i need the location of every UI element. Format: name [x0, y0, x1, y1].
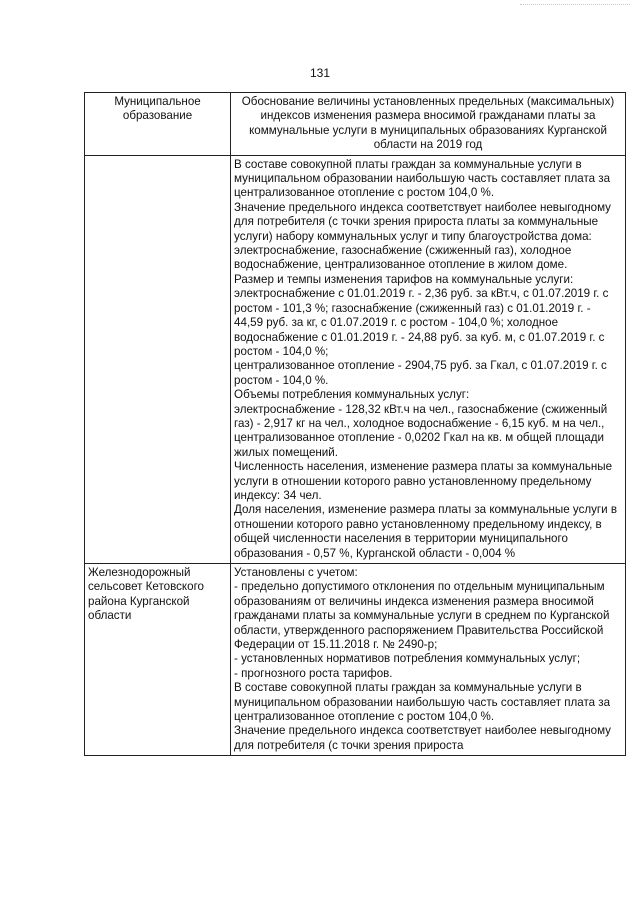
page-number: 131 — [309, 66, 331, 80]
justification-cell — [231, 155, 626, 563]
municipality-cell: Железнодорожный сельсовет Кетовского района Курганской области — [85, 564, 231, 756]
header-justification: Обоснование величины установленных предельных (максимальных) индексов изменения размера вносимой гражданами платы за коммунальные услуги в муниципальных образованиях Курганской области на 2019 год — [231, 93, 626, 156]
paragraph: - прогнозного роста тарифов. — [234, 666, 393, 680]
paragraph: Значение предельного индекса соответствует наиболее невыгодному для потребителя (с точки зрения прироста платы за коммунальные услуги) набору коммунальных услуг и типу благоустройства дома: — [234, 200, 611, 243]
header-municipality: Муниципальное образование — [85, 93, 231, 156]
paragraph: В составе совокупной платы граждан за коммунальные услуги в муниципальном образовании наибольшую часть составляет плата за централизованное отопление с ростом 104,0 %. — [234, 681, 611, 724]
municipality-cell — [85, 155, 231, 563]
paragraph: Доля населения, изменение размера платы за коммунальные услуги в отношении которого равно установленному предельному индексу, в общей численности населения в территории муниципального образования - 0,57 %, Курганской области - 0,004 % — [234, 503, 618, 560]
table-row — [85, 564, 626, 756]
paragraph: Размер и темпы изменения тарифов на коммунальные услуги: — [234, 272, 574, 286]
paragraph: централизованное отопление - 2904,75 руб. за Гкал, с 01.07.2019 г. с ростом - 104,0 %. — [234, 359, 607, 387]
paragraph: Численность населения, изменение размера платы за коммунальные услуги в отношении которого равно установленному предельному индексу: 34 чел. — [234, 460, 613, 502]
scan-artifact — [520, 4, 630, 13]
paragraph: электроснабжение - 128,32 кВт.ч на чел., газоснабжение (сжиженный газ) - 2,917 кг на чел., холодное водоснабжение - 6,15 куб. м на чел., централизованное отопление - 0,0202 Гкал на кв. м общей площади жилых помещений. — [234, 402, 608, 459]
paragraph: Значение предельного индекса соответствует наиболее невыгодному для потребителя (с точки зрения прироста — [234, 724, 611, 752]
paragraph: Объемы потребления коммунальных услуг: — [234, 388, 470, 402]
table-header-row — [85, 93, 626, 156]
tariff-index-table — [84, 92, 626, 756]
justification-cell — [231, 564, 626, 756]
paragraph: В составе совокупной платы граждан за коммунальные услуги в муниципальном образовании наибольшую часть составляет плата за централизованное отопление с ростом 104,0 %. — [234, 157, 611, 200]
paragraph: электроснабжение, газоснабжение (сжиженный газ), холодное водоснабжение, централизованное отопление в жилом доме. — [234, 244, 572, 272]
paragraph: Установлены с учетом: — [234, 566, 358, 579]
table-row — [85, 155, 626, 563]
paragraph: - установленных нормативов потребления коммунальных услуг; — [234, 652, 581, 666]
paragraph: электроснабжение с 01.01.2019 г. - 2,36 руб. за кВт.ч, с 01.07.2019 г. с ростом - 101,3 %; газоснабжение (сжиженный газ) с 01.01.2019 г. - 44,59 руб. за кг, с 01.07.2019 г. с ростом - 104,0 %; холодное водоснабжение с 01.01.2019 г. - 24,88 руб. за куб. м, с 01.07.2019 г. с ростом - 104,0 %; — [234, 287, 609, 358]
paragraph: - предельно допустимого отклонения по отдельным муниципальным образованиям от величины индекса изменения размера вносимой гражданами платы за коммунальные услуги в среднем по Курганской области, утвержденного распоряжением Правительства Российской Федерации от 15.11.2018 г. № 2490-р; — [234, 580, 610, 652]
